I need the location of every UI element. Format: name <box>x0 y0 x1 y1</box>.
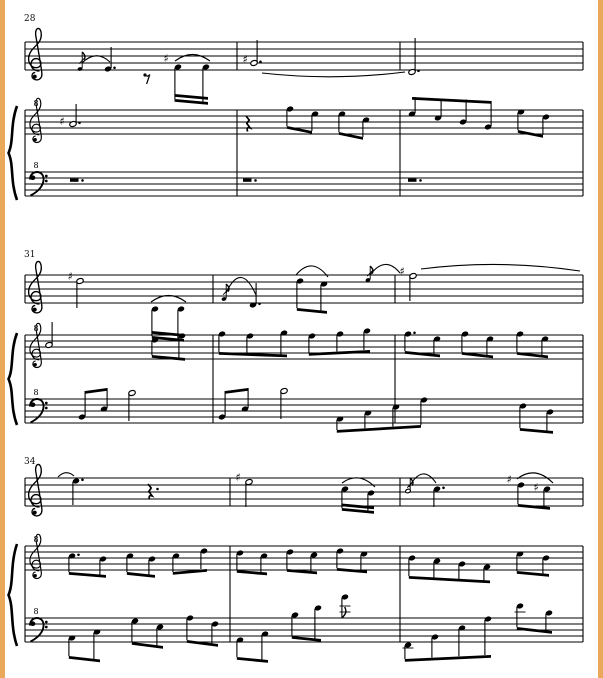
svg-text:8: 8 <box>33 535 39 544</box>
svg-text:♯: ♯ <box>533 481 539 495</box>
svg-text:8: 8 <box>33 388 39 397</box>
svg-text:8: 8 <box>33 161 39 170</box>
svg-text:♯: ♯ <box>399 265 405 279</box>
svg-text:8: 8 <box>33 99 39 108</box>
measure-number: 31 <box>24 250 36 260</box>
svg-text:♯: ♯ <box>242 53 248 67</box>
measure-number: 34 <box>24 457 36 467</box>
svg-text:♯: ♯ <box>506 473 512 487</box>
svg-text:8: 8 <box>33 607 39 616</box>
svg-text:8: 8 <box>33 324 39 333</box>
svg-text:♯: ♯ <box>235 471 241 485</box>
measure-number: 28 <box>24 14 36 24</box>
svg-text:♯: ♯ <box>163 52 169 66</box>
svg-text:♯: ♯ <box>59 115 65 129</box>
svg-text:♯: ♯ <box>67 270 73 284</box>
